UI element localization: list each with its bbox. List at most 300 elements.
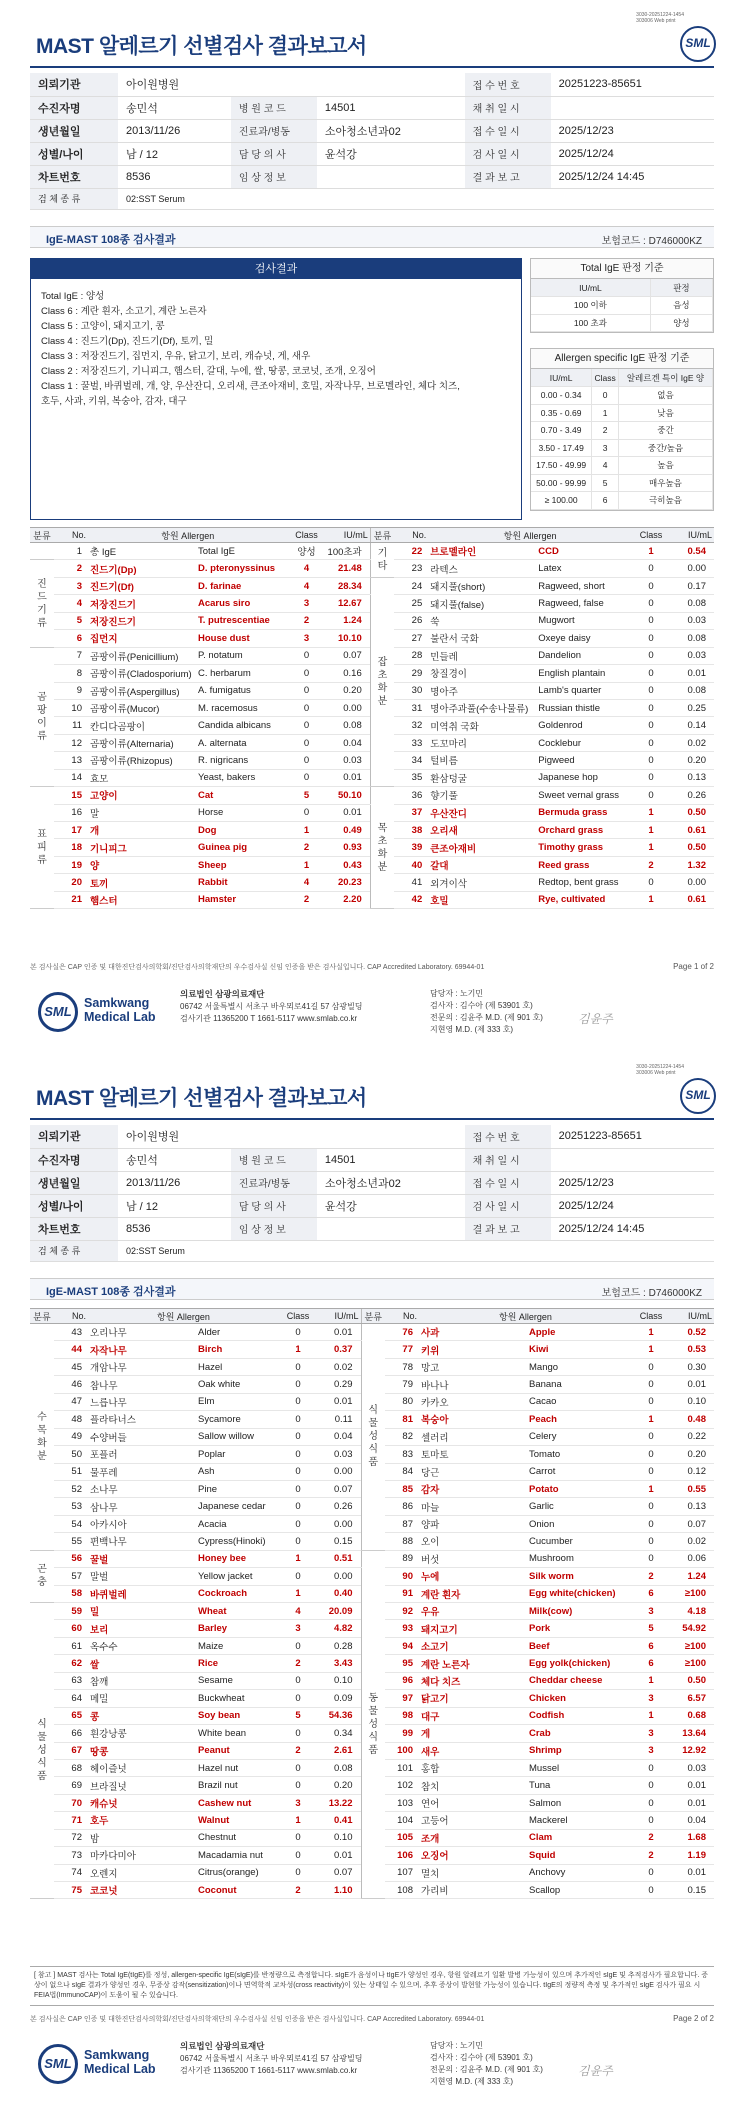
allergen-class: 0 — [632, 752, 670, 769]
allergen-class: 0 — [279, 1533, 317, 1550]
allergen-english: Carrot — [527, 1463, 632, 1480]
criteria-row — [531, 474, 713, 492]
staff-line: 전문의 : 김윤주 M.D. (제 901 호) — [430, 1013, 543, 1022]
allergen-number: 57 — [54, 1568, 88, 1585]
allergen-number: 47 — [54, 1393, 88, 1410]
allergen-number: 21 — [54, 891, 88, 908]
criteria-row — [531, 387, 713, 405]
allergen-english: Hazel — [196, 1358, 279, 1375]
allergen-english: Cypress(Hinoki) — [196, 1533, 279, 1550]
allergen-english: English plantain — [536, 665, 632, 682]
allergen-class: 0 — [632, 874, 670, 891]
allergen-class: 1 — [632, 1672, 670, 1689]
certification-line — [30, 2014, 714, 2024]
allergen-class: 3 — [288, 595, 326, 612]
allergen-english: Sweet vernal grass — [536, 787, 632, 804]
allergen-number: 25 — [394, 595, 428, 612]
allergen-korean: 연어 — [419, 1794, 527, 1811]
allergen-iu: 0.11 — [317, 1411, 361, 1428]
label-org: 의뢰기관 — [30, 73, 118, 96]
allergen-number: 46 — [54, 1376, 88, 1393]
allergen-iu: ≥100 — [670, 1637, 714, 1654]
criteria-cell: 0.00 - 0.34 — [531, 387, 592, 405]
allergen-class: 3 — [632, 1725, 670, 1742]
criteria-cell: ≥ 100.00 — [531, 492, 592, 510]
allergen-iu: 0.28 — [317, 1637, 361, 1654]
table-header-cell: No. — [385, 1309, 419, 1324]
allergen-number: 52 — [54, 1480, 88, 1497]
allergen-iu: 54.92 — [670, 1620, 714, 1637]
allergen-number: 77 — [385, 1341, 419, 1358]
value-report-date: 2025/12/24 14:45 — [551, 165, 714, 188]
allergen-english: Mango — [527, 1358, 632, 1375]
allergen-korean: 총 IgE — [88, 543, 196, 560]
allergen-class: 3 — [632, 1690, 670, 1707]
allergen-iu: 0.03 — [670, 647, 714, 664]
allergen-korean: 돼지풀(false) — [428, 595, 536, 612]
allergen-english: Hamster — [196, 891, 288, 908]
allergen-korean: 우산잔디 — [428, 804, 536, 821]
allergen-number: 44 — [54, 1341, 88, 1358]
allergen-row — [30, 1550, 714, 1567]
criteria-cell: 1 — [592, 404, 619, 422]
allergen-english: Crab — [527, 1725, 632, 1742]
allergen-number: 66 — [54, 1725, 88, 1742]
allergen-iu: 0.54 — [670, 543, 714, 560]
table-header-cell: Class — [632, 1309, 670, 1324]
table-header-cell: No. — [54, 528, 88, 543]
allergen-class: 1 — [288, 822, 326, 839]
allergen-iu: 1.10 — [317, 1882, 361, 1899]
allergen-english: Clam — [527, 1829, 632, 1846]
allergen-number: 4 — [54, 595, 88, 612]
table-header-cell: 항원 Allergen — [88, 1309, 279, 1324]
allergen-class: 1 — [632, 1480, 670, 1497]
allergen-korean: 칸디다곰팡이 — [88, 717, 196, 734]
allergen-number: 42 — [394, 891, 428, 908]
allergen-iu: 0.50 — [670, 839, 714, 856]
allergen-korean: 고등어 — [419, 1812, 527, 1829]
allergen-korean: 계란 흰자 — [419, 1585, 527, 1602]
allergen-iu: 0.29 — [317, 1376, 361, 1393]
allergen-iu: 0.00 — [670, 560, 714, 577]
allergen-english: Brazil nut — [196, 1777, 279, 1794]
allergen-number: 29 — [394, 665, 428, 682]
value-clinical — [317, 1217, 465, 1240]
table-header-cell: 분류 — [370, 528, 394, 543]
allergen-iu: 0.30 — [670, 1358, 714, 1375]
allergen-class: 5 — [288, 787, 326, 804]
allergen-class: 5 — [632, 1620, 670, 1637]
allergen-english: Celery — [527, 1428, 632, 1445]
allergen-iu: 0.20 — [670, 1446, 714, 1463]
allergen-iu: 0.93 — [326, 839, 371, 856]
allergen-korean: 돼지풀(short) — [428, 577, 536, 594]
allergen-english: Mugwort — [536, 612, 632, 629]
allergen-number: 72 — [54, 1829, 88, 1846]
category-label: 곰 팡 이 류 — [30, 647, 54, 787]
staff-line: 지현영 M.D. (제 333 호) — [430, 1025, 514, 1034]
allergen-class: 6 — [632, 1655, 670, 1672]
contact-line: 검사기관 11365200 T 1661-5117 www.smlab.co.kr — [180, 2066, 358, 2075]
allergen-english: Dog — [196, 822, 288, 839]
category-label: 진 드 기 류 — [30, 560, 54, 647]
allergen-iu: 12.67 — [326, 595, 371, 612]
allergen-number: 13 — [54, 752, 88, 769]
allergen-class: 0 — [632, 665, 670, 682]
allergen-korean: 양 — [88, 856, 196, 873]
allergen-iu: 0.22 — [670, 1428, 714, 1445]
section-title: IgE-MAST 108종 검사결과 — [46, 1286, 176, 1298]
allergen-row — [30, 1324, 714, 1341]
allergen-korean: 토끼 — [88, 874, 196, 891]
criteria-cell: 100 이하 — [531, 297, 650, 315]
allergen-english: Sheep — [196, 856, 288, 873]
allergen-class: 3 — [279, 1620, 317, 1637]
allergen-korean: 저장진드기 — [88, 595, 196, 612]
cert-text: 본 검사실은 CAP 인증 및 대한진단검사의학회/진단검사의학재단의 우수검사실 신임 인증을 받은 검사실입니다. CAP Accredited Laboratory. 69944-01 — [30, 2016, 485, 2023]
sml-logo-icon: SML — [680, 26, 716, 62]
allergen-korean: 물푸레 — [88, 1463, 196, 1480]
allergen-number: 99 — [385, 1725, 419, 1742]
stamp-line: 303006 Web print — [636, 1070, 676, 1076]
allergen-number: 107 — [385, 1864, 419, 1881]
allergen-number: 11 — [54, 717, 88, 734]
allergen-class: 0 — [279, 1324, 317, 1341]
allergen-korean: 사과 — [419, 1324, 527, 1341]
allergen-korean: 꿀벌 — [88, 1550, 196, 1567]
category-label: 식 물 성 식 품 — [361, 1324, 385, 1551]
allergen-table-page-1 — [30, 527, 714, 909]
criteria-header-row — [531, 279, 713, 297]
allergen-class: 0 — [288, 769, 326, 786]
allergen-iu: ≥100 — [670, 1585, 714, 1602]
table-header-cell: 분류 — [361, 1309, 385, 1324]
allergen-korean: 곰팡이류(Mucor) — [88, 699, 196, 716]
allergen-iu: 0.08 — [317, 1759, 361, 1776]
allergen-class: 0 — [632, 577, 670, 594]
value-dob: 2013/11/26 — [118, 119, 231, 142]
allergen-korean: 토마토 — [419, 1446, 527, 1463]
allergen-iu: 0.04 — [326, 734, 371, 751]
allergen-number: 74 — [54, 1864, 88, 1881]
allergen-iu: 0.37 — [317, 1341, 361, 1358]
allergen-english: Milk(cow) — [527, 1603, 632, 1620]
allergen-number: 27 — [394, 630, 428, 647]
criteria-cell: 0.70 - 3.49 — [531, 422, 592, 440]
allergen-korean: 코코넛 — [88, 1882, 196, 1899]
allergen-iu: 0.25 — [670, 699, 714, 716]
allergen-iu: 0.00 — [317, 1568, 361, 1585]
allergen-iu: 0.02 — [670, 734, 714, 751]
allergen-korean: 외겨이삭 — [428, 874, 536, 891]
allergen-korean: 돼지고기 — [419, 1620, 527, 1637]
allergen-class: 0 — [632, 630, 670, 647]
allergen-iu: 0.40 — [317, 1585, 361, 1602]
allergen-number: 71 — [54, 1812, 88, 1829]
allergen-korean: 소고기 — [419, 1637, 527, 1654]
allergen-iu: 0.02 — [670, 1533, 714, 1550]
allergen-korean: 카카오 — [419, 1393, 527, 1410]
allergen-number: 62 — [54, 1655, 88, 1672]
criteria-cell: 0 — [592, 387, 619, 405]
sml-logo-icon: SML — [680, 1078, 716, 1114]
allergen-english: Anchovy — [527, 1864, 632, 1881]
allergen-english: CCD — [536, 543, 632, 560]
allergen-korean: 털비름 — [428, 752, 536, 769]
lab-name-line: Samkwang — [84, 2048, 150, 2062]
allergen-class: 5 — [279, 1707, 317, 1724]
allergen-iu: 1.24 — [326, 612, 371, 629]
allergen-english: A. fumigatus — [196, 682, 288, 699]
staff-line: 지현영 M.D. (제 333 호) — [430, 2077, 514, 2086]
allergen-english: Poplar — [196, 1446, 279, 1463]
allergen-number: 2 — [54, 560, 88, 577]
allergen-number: 58 — [54, 1585, 88, 1602]
allergen-korean: 창질경이 — [428, 665, 536, 682]
allergen-class: 1 — [279, 1341, 317, 1358]
allergen-korean: 체다 치즈 — [419, 1672, 527, 1689]
value-patient: 송민석 — [118, 96, 231, 119]
allergen-english: Yeast, bakers — [196, 769, 288, 786]
allergen-class: 2 — [632, 856, 670, 873]
allergen-korean: 가리비 — [419, 1882, 527, 1899]
allergen-class: 0 — [279, 1393, 317, 1410]
allergen-number: 98 — [385, 1707, 419, 1724]
allergen-iu: 0.13 — [670, 769, 714, 786]
allergen-english: Cashew nut — [196, 1794, 279, 1811]
allergen-korean: 곰팡이류(Aspergillus) — [88, 682, 196, 699]
allergen-english: Salmon — [527, 1794, 632, 1811]
label-dept: 진료과/병동 — [231, 1171, 317, 1194]
allergen-korean: 집먼지 — [88, 630, 196, 647]
allergen-korean: 당근 — [419, 1463, 527, 1480]
staff-line: 검사자 : 김수아 (제 53901 호) — [430, 1001, 533, 1010]
allergen-iu: 0.15 — [317, 1533, 361, 1550]
allergen-korean: 오이 — [419, 1533, 527, 1550]
allergen-english: Cheddar cheese — [527, 1672, 632, 1689]
allergen-english: Latex — [536, 560, 632, 577]
allergen-number: 1 — [54, 543, 88, 560]
allergen-iu: 1.24 — [670, 1568, 714, 1585]
value-org: 아이원병원 — [118, 1125, 465, 1148]
allergen-iu: 0.01 — [326, 804, 371, 821]
allergen-korean: 말벌 — [88, 1568, 196, 1585]
value-doctor: 윤석강 — [317, 142, 465, 165]
allergen-english: Japanese cedar — [196, 1498, 279, 1515]
allergen-iu: 4.82 — [317, 1620, 361, 1637]
allergen-class: 2 — [288, 839, 326, 856]
allergen-number: 30 — [394, 682, 428, 699]
table-header-cell: 항원 Allergen — [88, 528, 288, 543]
allergen-number: 38 — [394, 822, 428, 839]
value-doctor: 윤석강 — [317, 1194, 465, 1217]
allergen-english: Sycamore — [196, 1411, 279, 1428]
criteria-header-cell: 알레르겐 특이 IgE 양 — [618, 369, 712, 387]
address-line: 06742 서울특별시 서초구 바우뫼로41길 57 삼광빌딩 — [180, 1002, 363, 1011]
allergen-number: 31 — [394, 699, 428, 716]
allergen-iu: 0.01 — [670, 665, 714, 682]
allergen-number: 53 — [54, 1498, 88, 1515]
allergen-number: 67 — [54, 1742, 88, 1759]
allergen-number: 10 — [54, 699, 88, 716]
allergen-english: Onion — [527, 1515, 632, 1532]
sml-logo-icon: SML — [38, 992, 78, 1032]
allergen-iu: 0.17 — [670, 577, 714, 594]
allergen-korean: 민들레 — [428, 647, 536, 664]
lab-name — [84, 996, 156, 1024]
contact-line: 검사기관 11365200 T 1661-5117 www.smlab.co.kr — [180, 1014, 358, 1023]
allergen-class: 2 — [632, 1568, 670, 1585]
allergen-iu: 0.02 — [317, 1358, 361, 1375]
print-stamp — [636, 1064, 684, 1076]
table-header-cell: IU/mL — [326, 528, 371, 543]
allergen-korean: 바나나 — [419, 1376, 527, 1393]
value-chart: 8536 — [118, 165, 231, 188]
label-chart: 차트번호 — [30, 165, 118, 188]
allergen-number: 69 — [54, 1777, 88, 1794]
criteria-header-cell: IU/mL — [531, 279, 650, 297]
table-header-cell: Class — [632, 528, 670, 543]
allergen-english: P. notatum — [196, 647, 288, 664]
allergen-class: 0 — [288, 717, 326, 734]
allergen-english: Wheat — [196, 1603, 279, 1620]
allergen-class: 0 — [632, 1446, 670, 1463]
allergen-number: 61 — [54, 1637, 88, 1654]
allergen-iu: 0.15 — [670, 1882, 714, 1899]
allergen-english: Hazel nut — [196, 1759, 279, 1776]
allergen-korean: 고양이 — [88, 787, 196, 804]
allergen-korean: 쑥 — [428, 612, 536, 629]
allergen-class: 4 — [288, 874, 326, 891]
result-line: Class 4 : 진드기(Dp), 진드기(Df), 토끼, 밀 — [41, 336, 214, 347]
criteria-header-cell: IU/mL — [531, 369, 592, 387]
label-org: 의뢰기관 — [30, 1125, 118, 1148]
allergen-english: Guinea pig — [196, 839, 288, 856]
criteria-cell: 양성 — [650, 314, 712, 332]
allergen-number: 39 — [394, 839, 428, 856]
allergen-number: 56 — [54, 1550, 88, 1567]
allergen-korean: 느릅나무 — [88, 1393, 196, 1410]
allergen-iu: 12.92 — [670, 1742, 714, 1759]
category-label: 목 초 화 분 — [370, 787, 394, 909]
allergen-iu: 0.03 — [317, 1446, 361, 1463]
allergen-korean: 대구 — [419, 1707, 527, 1724]
table-header-row — [30, 1309, 714, 1324]
allergen-iu: 0.08 — [670, 630, 714, 647]
allergen-korean: 오렌지 — [88, 1864, 196, 1881]
allergen-number: 15 — [54, 787, 88, 804]
allergen-korean: 망고 — [419, 1358, 527, 1375]
label-clinical: 임 상 정 보 — [231, 1217, 317, 1240]
allergen-iu: 50.10 — [326, 787, 371, 804]
criteria-row — [531, 457, 713, 475]
allergen-english: Yellow jacket — [196, 1568, 279, 1585]
allergen-iu: 0.09 — [317, 1690, 361, 1707]
section-title: IgE-MAST 108종 검사결과 — [46, 234, 176, 246]
allergen-class: 0 — [279, 1672, 317, 1689]
allergen-iu: 4.18 — [670, 1603, 714, 1620]
allergen-iu: 0.00 — [326, 699, 371, 716]
criteria-header-row — [531, 369, 713, 387]
allergen-iu: 28.34 — [326, 577, 371, 594]
allergen-number: 28 — [394, 647, 428, 664]
value-collect-date — [551, 96, 714, 119]
allergen-english: Bermuda grass — [536, 804, 632, 821]
allergen-english: Ragweed, false — [536, 595, 632, 612]
allergen-number: 75 — [54, 1882, 88, 1899]
allergen-class: 0 — [279, 1463, 317, 1480]
specific-ige-title: Allergen specific IgE 판정 기준 — [531, 349, 713, 369]
report-page-2 — [0, 1052, 744, 2104]
allergen-english: Oxeye daisy — [536, 630, 632, 647]
allergen-iu: 0.08 — [670, 682, 714, 699]
label-specimen: 검 체 종 류 — [30, 188, 118, 209]
allergen-korean: 개 — [88, 822, 196, 839]
allergen-class: 3 — [632, 1603, 670, 1620]
allergen-number: 89 — [385, 1550, 419, 1567]
allergen-korean: 땅콩 — [88, 1742, 196, 1759]
allergen-number: 63 — [54, 1672, 88, 1689]
allergen-english: Total IgE — [196, 543, 288, 560]
allergen-iu: 6.57 — [670, 1690, 714, 1707]
allergen-english: Scallop — [527, 1882, 632, 1899]
allergen-english: Walnut — [196, 1812, 279, 1829]
result-summary-title: 검사결과 — [31, 259, 521, 279]
table-header-cell: 분류 — [30, 1309, 54, 1324]
allergen-korean: 소나무 — [88, 1480, 196, 1497]
allergen-class: 2 — [288, 612, 326, 629]
allergen-number: 23 — [394, 560, 428, 577]
allergen-korean: 키위 — [419, 1341, 527, 1358]
allergen-english: Timothy grass — [536, 839, 632, 856]
allergen-class: 0 — [288, 804, 326, 821]
allergen-iu: 0.20 — [326, 682, 371, 699]
allergen-korean: 곰팡이류(Cladosporium) — [88, 665, 196, 682]
allergen-english: Alder — [196, 1324, 279, 1341]
allergen-korean: 마카다미아 — [88, 1847, 196, 1864]
value-report-date: 2025/12/24 14:45 — [551, 1217, 714, 1240]
value-collect-date — [551, 1148, 714, 1171]
label-report-date: 결 과 보 고 — [465, 165, 551, 188]
section-header — [30, 226, 714, 248]
category-label: 곤 충 — [30, 1550, 54, 1602]
criteria-cell: 4 — [592, 457, 619, 475]
allergen-iu: 0.49 — [326, 822, 371, 839]
allergen-iu: 1.68 — [670, 1829, 714, 1846]
allergen-iu: 21.48 — [326, 560, 371, 577]
allergen-number: 22 — [394, 543, 428, 560]
allergen-english: Pork — [527, 1620, 632, 1637]
table-header-cell: IU/mL — [317, 1309, 361, 1324]
allergen-korean: 밤 — [88, 1829, 196, 1846]
value-hosp-code: 14501 — [317, 96, 465, 119]
allergen-class: 1 — [279, 1550, 317, 1567]
value-specimen: 02:SST Serum — [118, 1240, 714, 1261]
category-label: 식 물 성 식 품 — [30, 1603, 54, 1899]
insurance-code: 보험코드 : D746000KZ — [601, 1288, 702, 1299]
value-sexage: 남 / 12 — [118, 1194, 231, 1217]
allergen-row — [30, 577, 714, 594]
allergen-class: 0 — [279, 1376, 317, 1393]
allergen-english: Rice — [196, 1655, 279, 1672]
allergen-korean: 조개 — [419, 1829, 527, 1846]
allergen-class: 0 — [632, 595, 670, 612]
allergen-iu: 0.43 — [326, 856, 371, 873]
allergen-english: Goldenrod — [536, 717, 632, 734]
allergen-english: Sesame — [196, 1672, 279, 1689]
allergen-iu: 2.61 — [317, 1742, 361, 1759]
